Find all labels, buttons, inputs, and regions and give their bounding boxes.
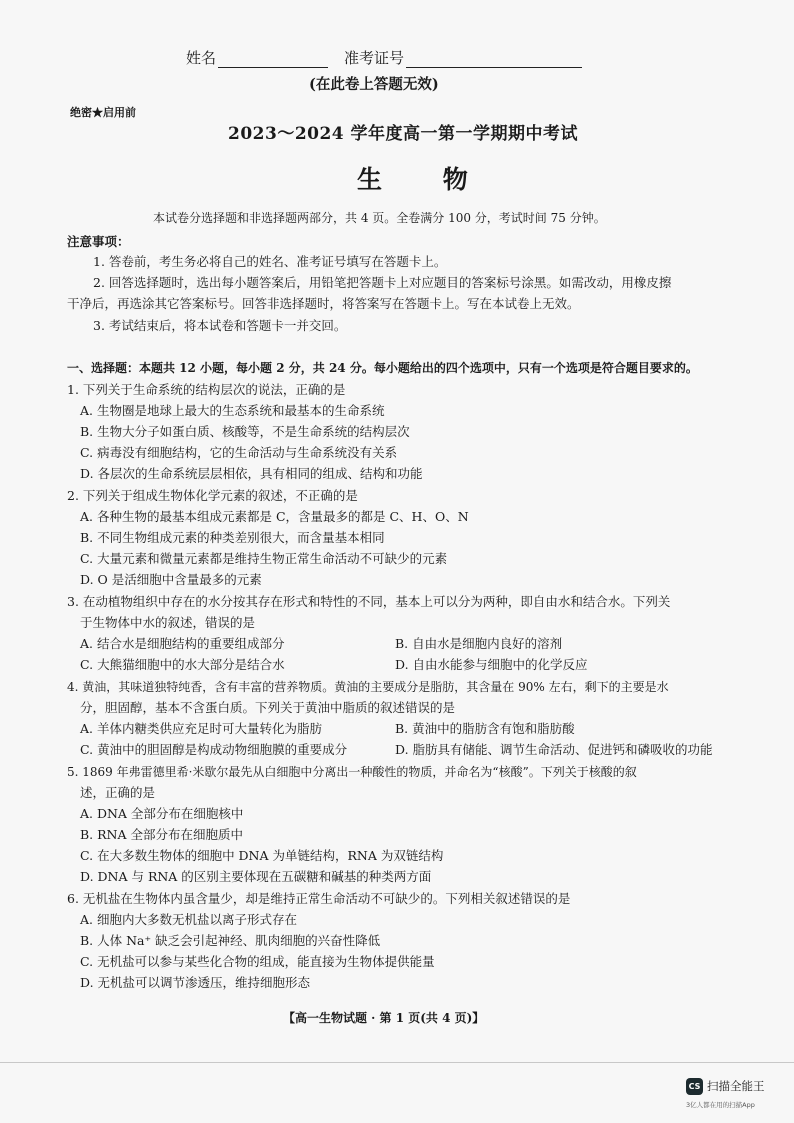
q4-stem-cont: 分，胆固醇，基本不含蛋白质。下列关于黄油中脂质的叙述错误的是 bbox=[80, 700, 456, 715]
q6-option-b: B. 人体 Na⁺ 缺乏会引起神经、肌肉细胞的兴奋性降低 bbox=[80, 933, 381, 948]
scan-divider bbox=[0, 1062, 794, 1063]
q4-option-b: B. 黄油中的脂肪含有饱和脂肪酸 bbox=[395, 721, 575, 736]
q1-option-d: D. 各层次的生命系统层层相依，具有相同的组成、结构和功能 bbox=[80, 466, 423, 481]
q3-option-a: A. 结合水是细胞结构的重要组成部分 bbox=[80, 636, 285, 651]
q3-stem-cont: 于生物体中水的叙述，错误的是 bbox=[80, 615, 256, 630]
q6-option-c: C. 无机盐可以参与某些化合物的组成，能直接为生物体提供能量 bbox=[80, 954, 435, 969]
exam-number-label: 准考证号 bbox=[344, 49, 405, 67]
page-footer: 【高一生物试题 · 第 1 页(共 4 页)】 bbox=[283, 1011, 485, 1025]
q5-option-b: B. RNA 全部分布在细胞质中 bbox=[80, 827, 243, 842]
q2-option-c: C. 大量元素和微量元素都是维持生物正常生命活动不可缺少的元素 bbox=[80, 551, 448, 566]
q4-stem: 4. 黄油，其味道独特纯香，含有丰富的营养物质。黄油的主要成分是脂肪，其含量在 90% 左右，剩下的主要是水 bbox=[67, 680, 669, 694]
q3-stem: 3. 在动植物组织中存在的水分按其存在形式和特性的不同，基本上可以分为两种，即自由水和结合水。下列关 bbox=[67, 594, 671, 609]
q5-option-a: A. DNA 全部分布在细胞核中 bbox=[80, 806, 244, 821]
q6-option-a: A. 细胞内大多数无机盐以离子形式存在 bbox=[80, 912, 297, 927]
scanner-logo-icon: CS bbox=[686, 1078, 703, 1095]
q4-option-d: D. 脂肪具有储能、调节生命活动、促进钙和磷吸收的功能 bbox=[395, 742, 713, 757]
q5-stem: 5. 1869 年弗雷德里希·米歇尔最先从白细胞中分离出一种酸性的物质，并命名为“核酸”。下列关于核酸的叙 bbox=[67, 765, 637, 779]
q3-option-d: D. 自由水能参与细胞中的化学反应 bbox=[395, 657, 588, 672]
q6-option-d: D. 无机盐可以调节渗透压，维持细胞形态 bbox=[80, 975, 311, 990]
q6-stem: 6. 无机盐在生物体内虽含量少，却是维持正常生命活动不可缺少的。下列相关叙述错误的是 bbox=[67, 891, 571, 906]
q4-option-a: A. 羊体内糖类供应充足时可大量转化为脂肪 bbox=[80, 721, 322, 736]
note-2: 2. 回答选择题时，选出每小题答案后，用铅笔把答题卡上对应题目的答案标号涂黑。如需改动，用橡皮擦 bbox=[93, 275, 672, 290]
note-2-cont: 干净后，再选涂其它答案标号。回答非选择题时，将答案写在答题卡上。写在本试卷上无效。 bbox=[67, 296, 580, 311]
name-blank bbox=[218, 55, 328, 68]
exam-number-blank bbox=[406, 55, 582, 68]
scanner-brand: 扫描全能王 bbox=[707, 1079, 765, 1093]
q2-option-b: B. 不同生物组成元素的种类差别很大，而含量基本相同 bbox=[80, 530, 385, 545]
q3-option-b: B. 自由水是细胞内良好的溶剂 bbox=[395, 636, 563, 651]
note-3: 3. 考试结束后，将本试卷和答题卡一并交回。 bbox=[93, 318, 347, 333]
name-field bbox=[186, 47, 328, 68]
invalid-answer-note: (在此卷上答题无效) bbox=[309, 76, 439, 93]
q1-option-c: C. 病毒没有细胞结构，它的生命活动与生命系统没有关系 bbox=[80, 445, 398, 460]
q1-stem: 1. 下列关于生命系统的结构层次的说法，正确的是 bbox=[67, 382, 346, 397]
scanner-tagline: 3亿人都在用的扫描App bbox=[686, 1101, 755, 1109]
exam-intro: 本试卷分选择题和非选择题两部分，共 4 页。全卷满分 100 分，考试时间 75 分钟。 bbox=[153, 211, 606, 225]
exam-number-field bbox=[344, 47, 582, 68]
q4-option-c: C. 黄油中的胆固醇是构成动物细胞膜的重要成分 bbox=[80, 742, 348, 757]
q1-option-a: A. 生物圈是地球上最大的生态系统和最基本的生命系统 bbox=[80, 403, 385, 418]
confidential-mark: 绝密★启用前 bbox=[70, 106, 136, 119]
notes-heading: 注意事项： bbox=[67, 234, 130, 249]
note-1: 1. 答卷前，考生务必将自己的姓名、准考证号填写在答题卡上。 bbox=[93, 254, 447, 269]
subject-title: 生 物 bbox=[357, 165, 494, 194]
q2-option-d: D. O 是活细胞中含量最多的元素 bbox=[80, 572, 262, 587]
q3-option-c: C. 大熊猫细胞中的水大部分是结合水 bbox=[80, 657, 285, 672]
q5-option-d: D. DNA 与 RNA 的区别主要体现在五碳糖和碱基的种类两方面 bbox=[80, 869, 432, 884]
q1-option-b: B. 生物大分子如蛋白质、核酸等，不是生命系统的结构层次 bbox=[80, 424, 410, 439]
exam-title: 2023～2024 学年度高一第一学期期中考试 bbox=[228, 124, 579, 144]
q2-option-a: A. 各种生物的最基本组成元素都是 C，含量最多的都是 C、H、O、N bbox=[80, 509, 469, 524]
section-heading: 一、选择题：本题共 12 小题，每小题 2 分，共 24 分。每小题给出的四个选项中，只有一个选项是符合题目要求的。 bbox=[67, 361, 698, 375]
q2-stem: 2. 下列关于组成生物体化学元素的叙述，不正确的是 bbox=[67, 488, 358, 503]
name-label: 姓名 bbox=[186, 49, 217, 67]
q5-stem-cont: 述，正确的是 bbox=[80, 785, 156, 800]
q5-option-c: C. 在大多数生物体的细胞中 DNA 为单链结构，RNA 为双链结构 bbox=[80, 848, 444, 863]
